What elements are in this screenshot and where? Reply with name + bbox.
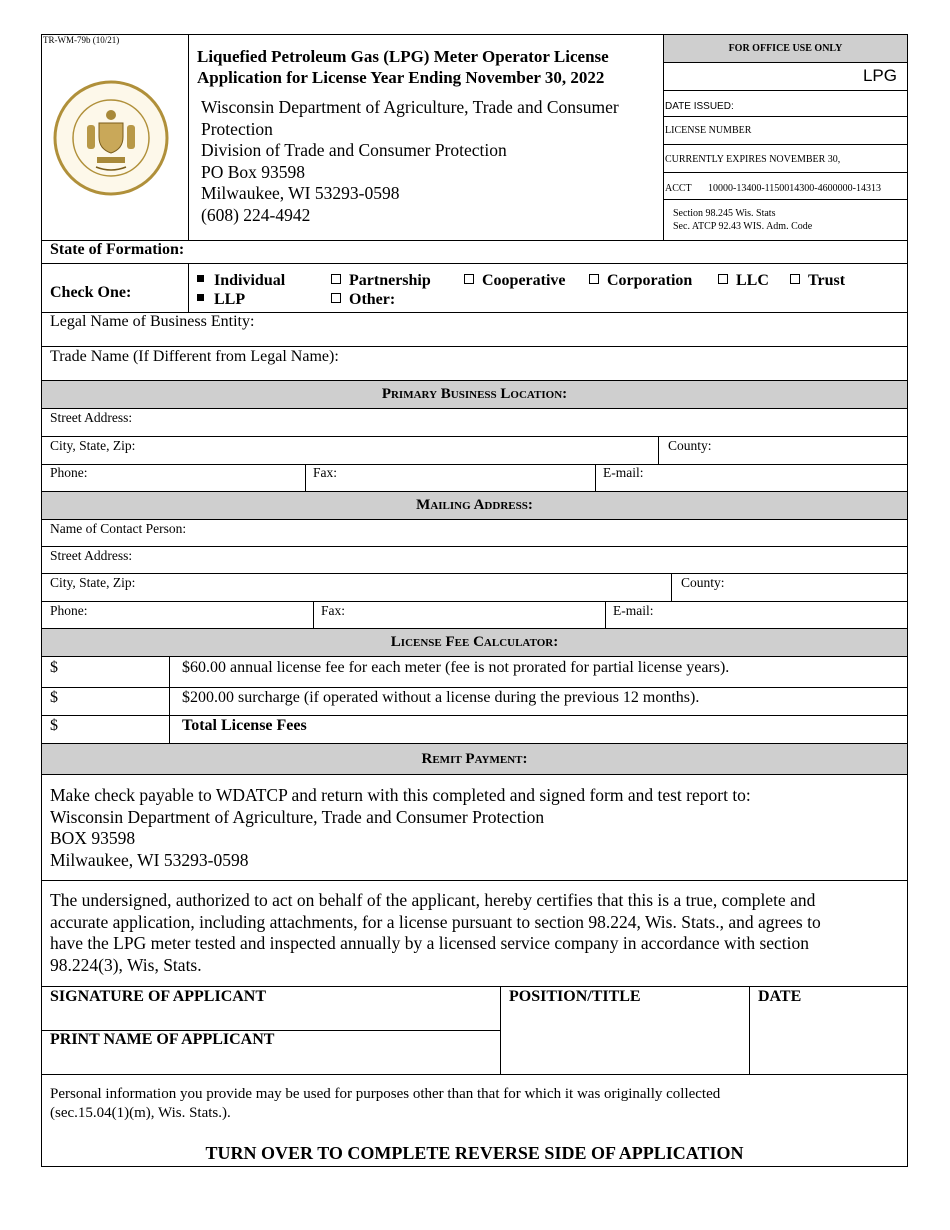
agency-line: Wisconsin Department of Agriculture, Trade and Consumer (201, 97, 619, 117)
mailing-email-field[interactable]: E-mail: (613, 603, 654, 618)
primary-fax-field[interactable]: Fax: (313, 465, 338, 480)
mailing-city-field[interactable]: City, State, Zip: (50, 575, 136, 590)
remit-line: Milwaukee, WI 53293-0598 (50, 849, 249, 870)
state-seal-logo (52, 79, 170, 197)
checkbox-icon (331, 293, 341, 303)
office-use-heading: FOR OFFICE USE ONLY (664, 35, 907, 63)
primary-city-field[interactable]: City, State, Zip: (50, 438, 136, 453)
option-label: Corporation (607, 272, 693, 289)
fee-amount-field[interactable]: $ (50, 659, 58, 676)
primary-phone-field[interactable]: Phone: (50, 465, 88, 480)
remit-line: Wisconsin Department of Agriculture, Trade and Consumer Protection (50, 806, 545, 827)
option-other[interactable] (331, 291, 395, 309)
primary-email-field[interactable]: E-mail: (603, 465, 644, 480)
primary-location-heading: Primary Business Location: (42, 380, 907, 409)
total-fees-label: Total License Fees (182, 717, 307, 734)
fee-calculator-heading: License Fee Calculator: (42, 628, 907, 657)
surcharge-text: $200.00 surcharge (if operated without a license during the previous 12 months). (182, 689, 700, 706)
check-one-label: Check One: (50, 284, 132, 301)
form-title (197, 46, 609, 88)
certification-line: The undersigned, authorized to act on behalf of the applicant, hereby certifies that this is a true, complete and (50, 890, 816, 910)
trade-name-field[interactable]: Trade Name (If Different from Legal Name): (50, 348, 339, 365)
option-cooperative[interactable] (464, 272, 566, 290)
position-title-field[interactable]: POSITION/TITLE (509, 988, 641, 1005)
checkbox-icon (331, 274, 341, 284)
checkbox-icon (718, 274, 728, 284)
agency-line: Division of Trade and Consumer Protection (201, 140, 507, 160)
agency-address (201, 97, 619, 226)
remit-line: Make check payable to WDATCP and return with this completed and signed form and test report to: (50, 785, 751, 805)
program-code: LPG (862, 66, 897, 85)
option-llc[interactable] (718, 272, 769, 290)
primary-county-field[interactable]: County: (668, 438, 712, 453)
option-label: Cooperative (482, 272, 566, 289)
contact-person-field[interactable]: Name of Contact Person: (50, 521, 187, 536)
turn-over-notice: TURN OVER TO COMPLETE REVERSE SIDE OF APPLICATION (205, 1143, 744, 1163)
mailing-fax-field[interactable]: Fax: (321, 603, 346, 618)
option-label: Partnership (349, 272, 431, 289)
date-field[interactable]: DATE (758, 988, 802, 1005)
certification-line: accurate application, including attachments, for a license pursuant to section 98.224, Wis. Stats., and agrees to (50, 911, 821, 932)
agency-line: PO Box 93598 (201, 161, 306, 182)
license-number-label: LICENSE NUMBER (665, 125, 752, 136)
agency-line: Protection (201, 118, 273, 139)
primary-street-field[interactable]: Street Address: (50, 410, 133, 425)
option-label: LLC (736, 272, 769, 289)
mailing-address-heading: Mailing Address: (42, 491, 907, 520)
checked-square-icon (197, 275, 204, 282)
state-of-formation-label: State of Formation: (50, 241, 185, 258)
acct-value: 10000-13400-1150014300-4600000-14313 (708, 183, 881, 194)
option-label: Individual (214, 272, 286, 289)
option-corporation[interactable] (589, 272, 692, 290)
date-issued-label: DATE ISSUED: (665, 101, 734, 112)
certification-line: 98.224(3), Wis, Stats. (50, 954, 202, 975)
agency-line: (608) 224-4942 (201, 204, 311, 225)
total-amount-field[interactable]: $ (50, 717, 58, 734)
form-code: TR-WM-79b (10/21) (43, 35, 120, 45)
certification-text (50, 890, 821, 976)
statute-2: Sec. ATCP 92.43 WIS. Adm. Code (673, 221, 813, 232)
application-form (41, 34, 908, 1167)
option-individual[interactable] (197, 272, 285, 290)
certification-line: have the LPG meter tested and inspected annually by a licensed service company in accordance with section (50, 933, 810, 953)
print-name-field[interactable]: PRINT NAME OF APPLICANT (50, 1031, 275, 1048)
privacy-line: Personal information you provide may be used for purposes other than that for which it was originally collected (50, 1086, 721, 1102)
option-partnership[interactable] (331, 272, 431, 290)
title-line-2: Application for License Year Ending November 30, 2022 (197, 68, 605, 87)
annual-fee-text: $60.00 annual license fee for each meter (fee is not prorated for partial license years). (182, 659, 730, 676)
signature-field[interactable]: SIGNATURE OF APPLICANT (50, 988, 267, 1005)
office-use-box (663, 35, 907, 240)
mailing-street-field[interactable]: Street Address: (50, 548, 133, 563)
agency-line: Milwaukee, WI 53293-0598 (201, 183, 400, 203)
expires-label: CURRENTLY EXPIRES NOVEMBER 30, (665, 154, 841, 165)
remit-payment-heading: Remit Payment: (42, 743, 907, 775)
privacy-line: (sec.15.04(1)(m), Wis. Stats.). (50, 1105, 231, 1121)
option-trust[interactable] (790, 272, 845, 290)
title-line-1: Liquefied Petroleum Gas (LPG) Meter Operator License (197, 47, 609, 66)
option-llp[interactable] (197, 291, 245, 309)
checkbox-icon (790, 274, 800, 284)
checkbox-icon (589, 274, 599, 284)
privacy-notice (50, 1085, 720, 1123)
remit-instructions (50, 785, 751, 871)
option-label: Trust (808, 272, 846, 289)
statute-1: Section 98.245 Wis. Stats (673, 208, 776, 219)
checked-square-icon (197, 294, 204, 301)
remit-line: BOX 93598 (50, 828, 136, 848)
checkbox-icon (464, 274, 474, 284)
option-label: LLP (214, 291, 246, 308)
acct-label: ACCT (665, 183, 692, 194)
mailing-county-field[interactable]: County: (681, 575, 725, 590)
option-label: Other: (349, 291, 396, 308)
mailing-phone-field[interactable]: Phone: (50, 603, 88, 618)
legal-name-field[interactable]: Legal Name of Business Entity: (50, 313, 255, 330)
surcharge-amount-field[interactable]: $ (50, 689, 58, 706)
